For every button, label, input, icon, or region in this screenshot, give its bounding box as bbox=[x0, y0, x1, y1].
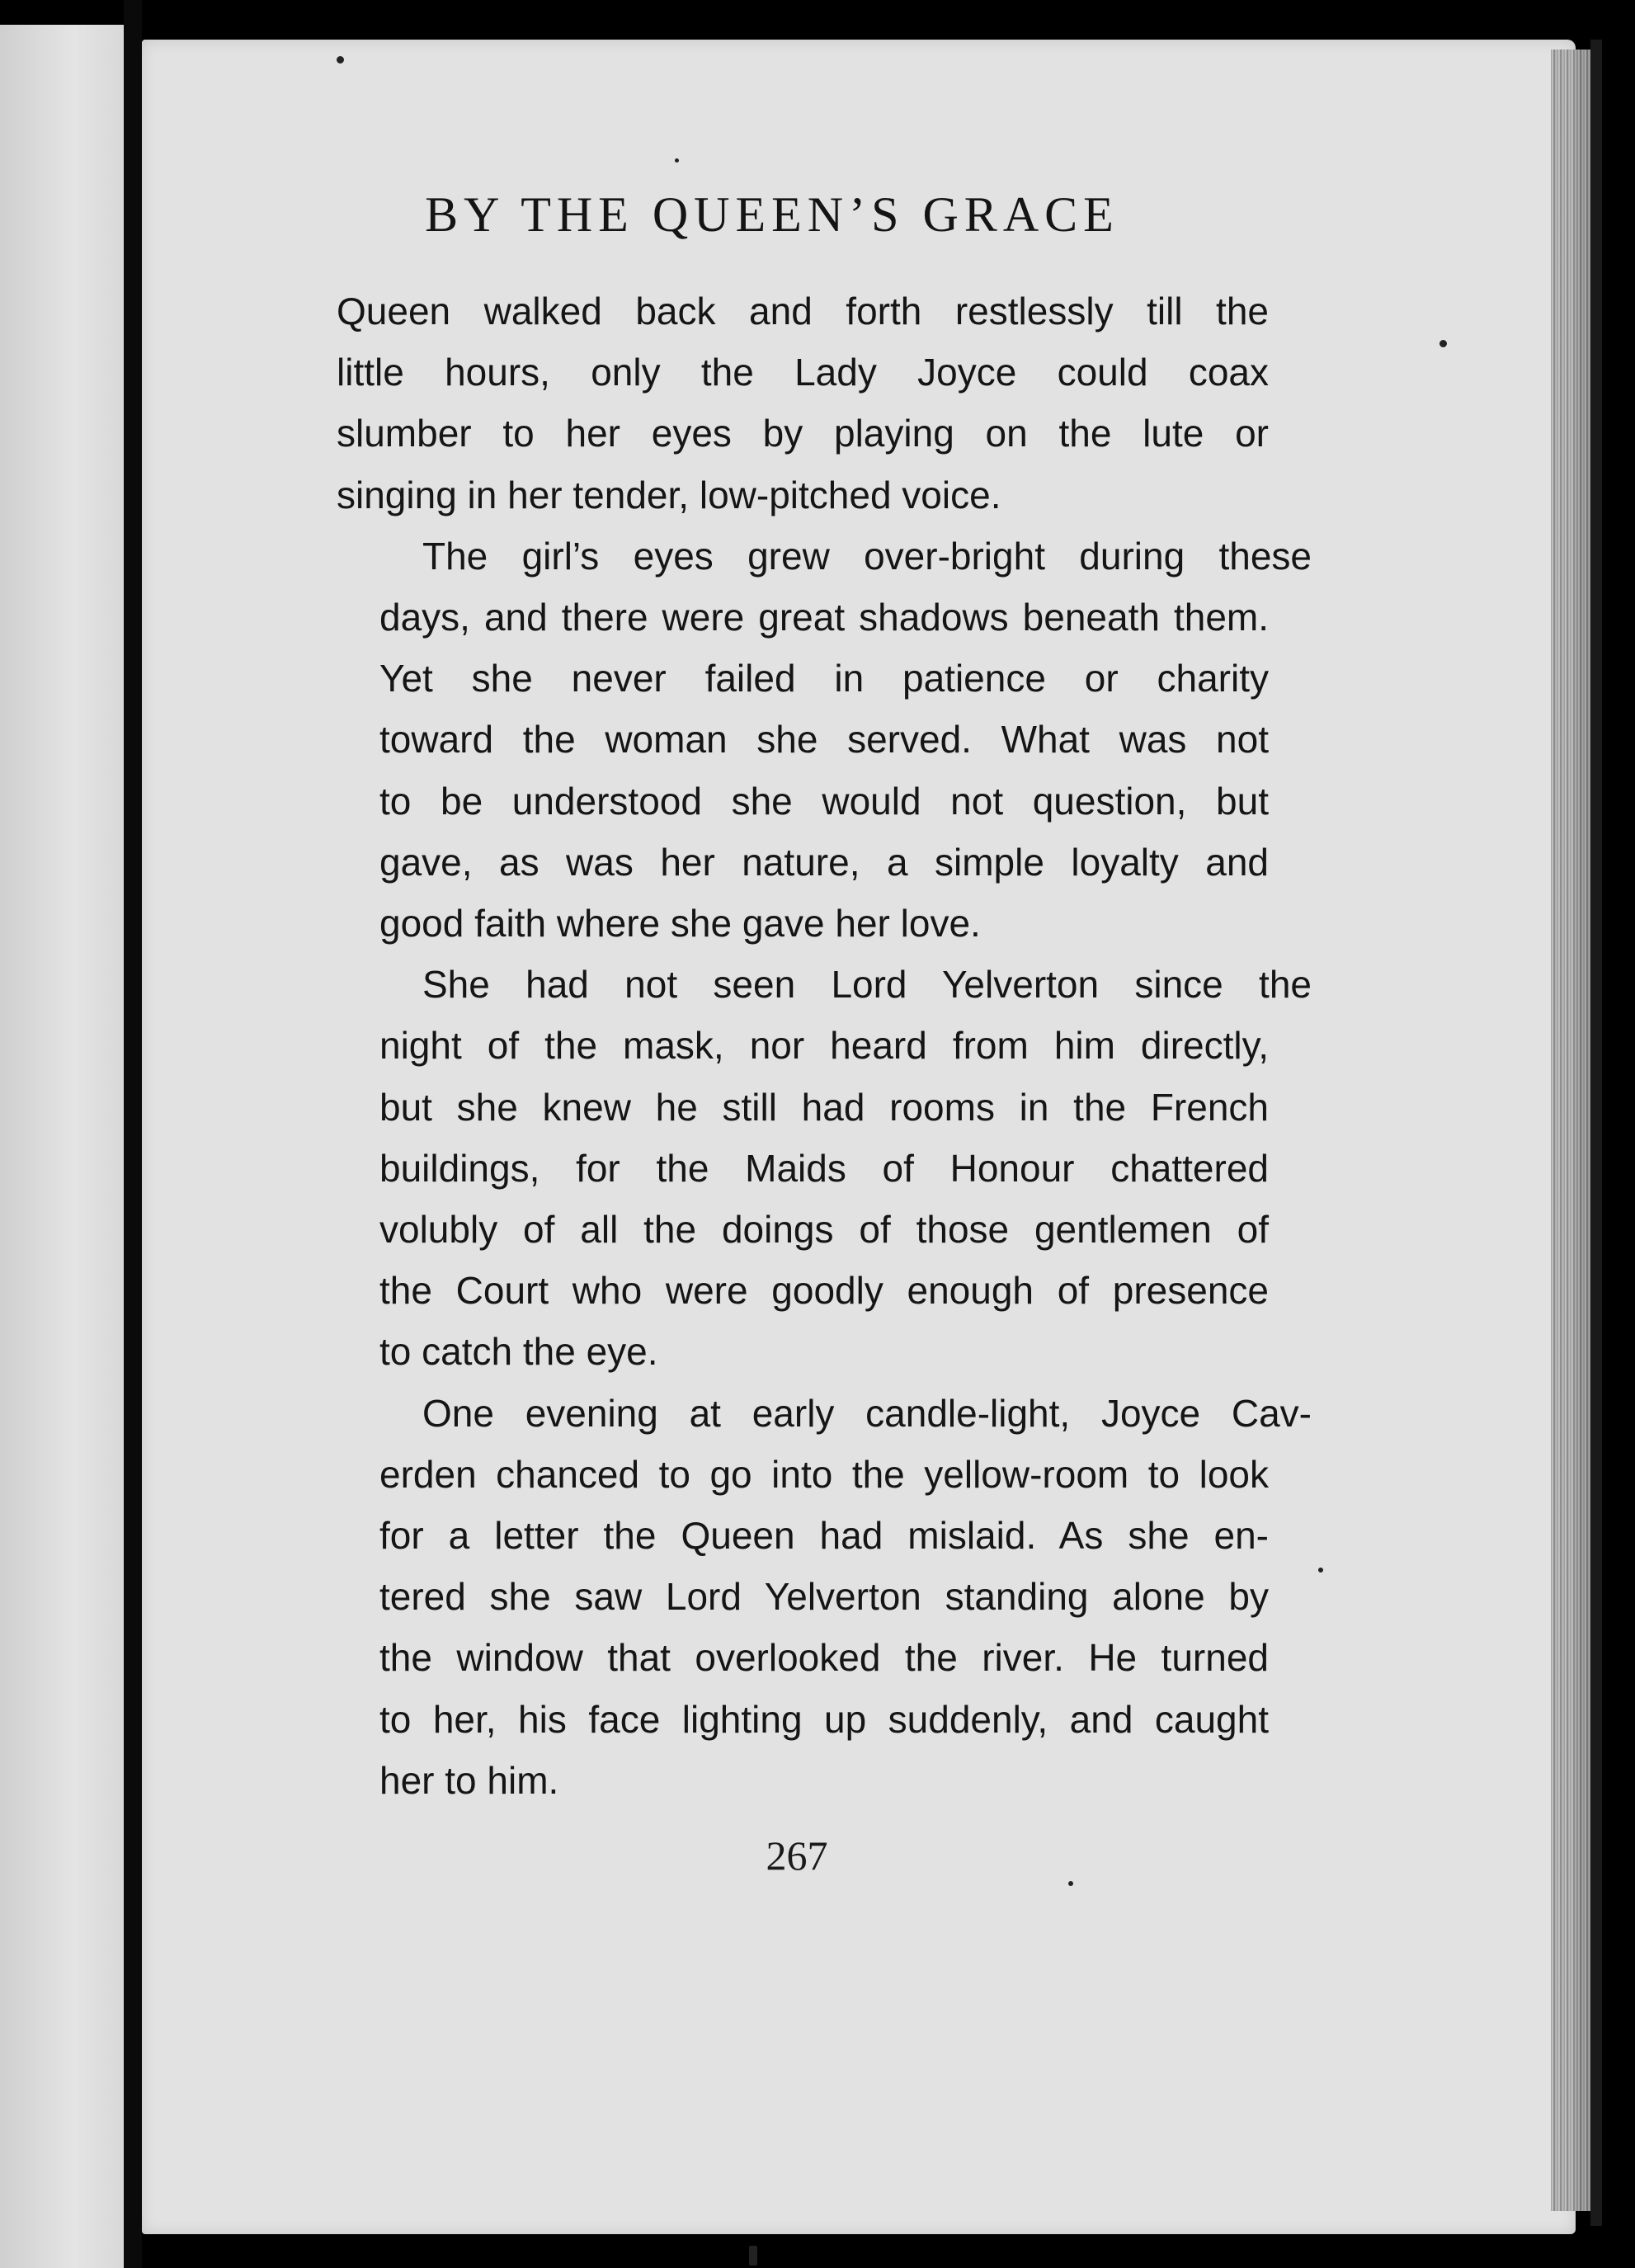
scan-speck bbox=[1439, 340, 1447, 347]
text-line: One evening at early candle-light, Joyce Cav- bbox=[422, 1391, 1312, 1435]
page-stack-edge bbox=[1551, 50, 1590, 2211]
scan-speck bbox=[1318, 1568, 1323, 1573]
text-line: tered she saw Lord Yelverton standing alone by bbox=[379, 1575, 1269, 1619]
text-line: her to him. bbox=[379, 1758, 559, 1802]
text-line: The girl’s eyes grew over-bright during these bbox=[422, 534, 1312, 578]
text-line: but she knew he still had rooms in the French bbox=[379, 1085, 1269, 1129]
text-line: to her, his face lighting up suddenly, and caught bbox=[379, 1697, 1269, 1741]
text-line: to catch the eye. bbox=[379, 1330, 658, 1374]
paragraph-1 bbox=[337, 281, 1269, 526]
text-line: little hours, only the Lady Joyce could coax bbox=[337, 351, 1269, 394]
facing-page-edge bbox=[0, 25, 124, 2268]
page-number: 267 bbox=[766, 1832, 828, 1879]
text-line: days, and there were great shadows beneath them. bbox=[379, 596, 1269, 639]
scan-speck bbox=[1068, 1881, 1073, 1886]
text-line: volubly of all the doings of those gentlemen of bbox=[379, 1208, 1269, 1252]
scan-speck bbox=[337, 56, 344, 64]
text-line: for a letter the Queen had mislaid. As she en- bbox=[379, 1514, 1269, 1558]
text-line: buildings, for the Maids of Honour chattered bbox=[379, 1146, 1269, 1190]
text-line: erden chanced to go into the yellow-room to look bbox=[379, 1452, 1269, 1496]
book-gutter bbox=[124, 0, 142, 2268]
running-head: BY THE QUEEN’S GRACE bbox=[425, 187, 1119, 242]
paragraph-4 bbox=[337, 1383, 1312, 1811]
paragraph-3 bbox=[337, 954, 1312, 1382]
text-line: to be understood she would not question, but bbox=[379, 779, 1269, 823]
paragraph-2 bbox=[337, 526, 1312, 954]
text-line: Yet she never failed in patience or charity bbox=[379, 657, 1269, 700]
text-line: toward the woman she served. What was not bbox=[379, 718, 1269, 762]
scan-speck bbox=[749, 2246, 757, 2266]
text-line: the Court who were goodly enough of presence bbox=[379, 1269, 1269, 1313]
text-line: gave, as was her nature, a simple loyalty and bbox=[379, 840, 1269, 884]
text-line: good faith where she gave her love. bbox=[379, 902, 981, 945]
text-line: night of the mask, nor heard from him directly, bbox=[379, 1024, 1269, 1068]
text-line: She had not seen Lord Yelverton since the bbox=[422, 963, 1312, 1007]
text-line: singing in her tender, low-pitched voice. bbox=[337, 473, 1001, 516]
page-stack-shadow bbox=[1590, 40, 1602, 2226]
text-line: the window that overlooked the river. He turned bbox=[379, 1636, 1269, 1680]
text-line: slumber to her eyes by playing on the lute or bbox=[337, 412, 1269, 455]
scan-speck bbox=[675, 158, 679, 163]
body-text bbox=[337, 281, 1312, 1811]
text-line: Queen walked back and forth restlessly till the bbox=[337, 290, 1269, 332]
